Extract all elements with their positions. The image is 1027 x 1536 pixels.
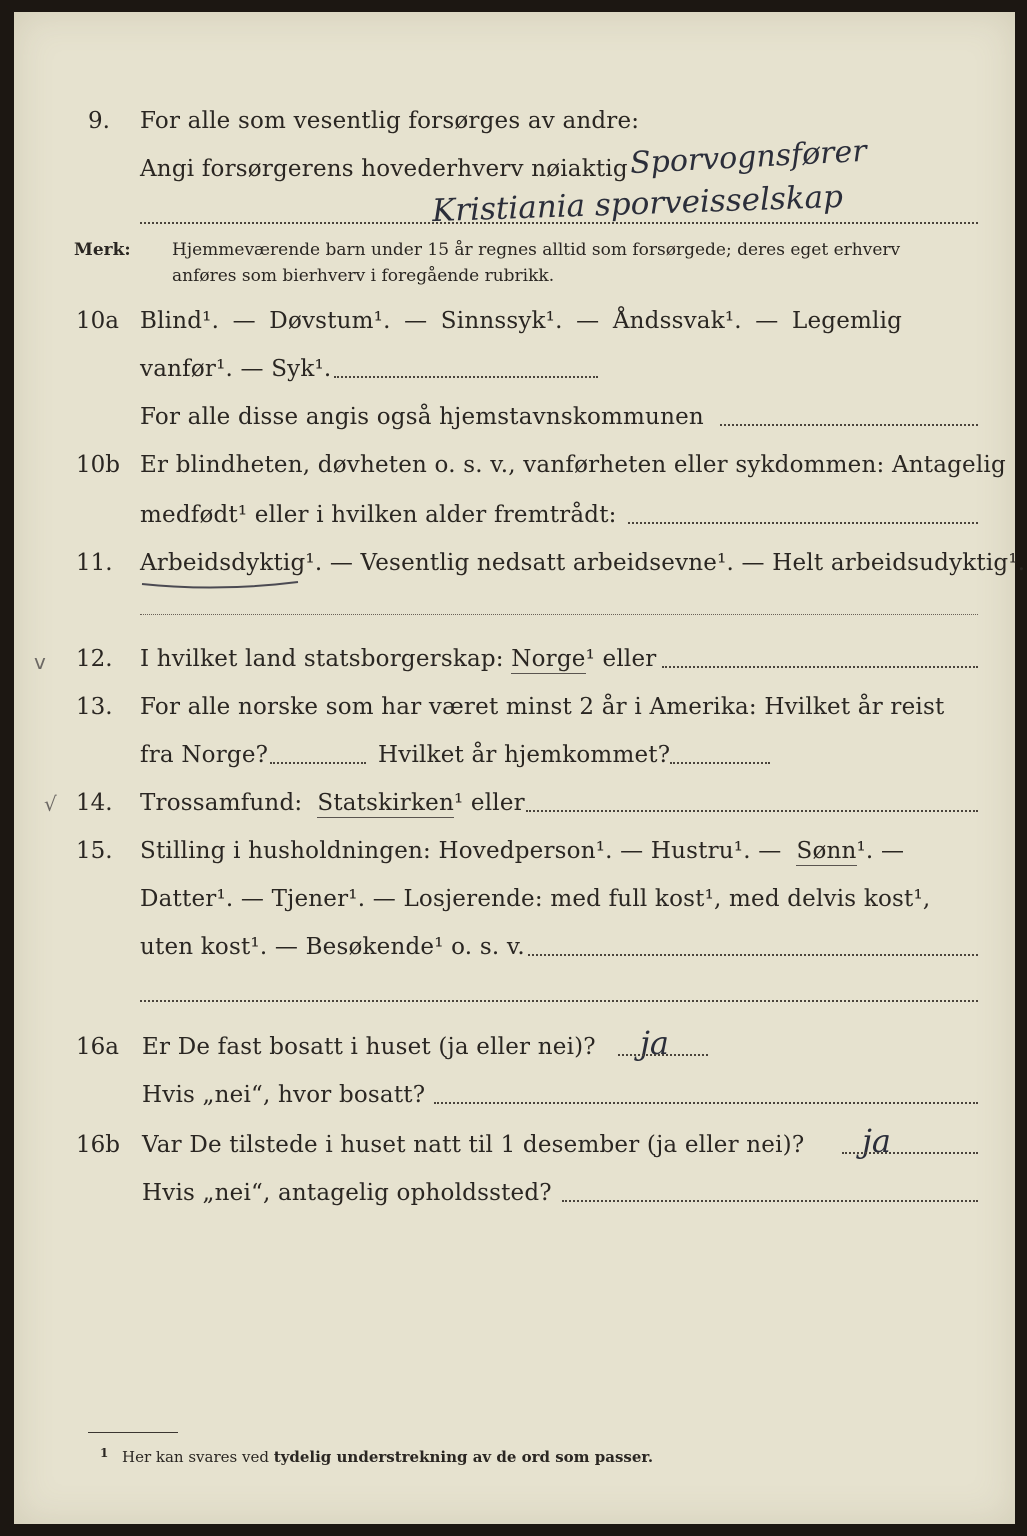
q15-line3: uten kost¹. — Besøkende¹ o. s. v. [140,934,525,960]
q10a-line2: vanfør¹. — Syk¹. [140,356,332,382]
q9-line1: For alle som vesentlig forsørges av andre: [140,108,640,134]
q16b-number: 16b [76,1132,120,1158]
q15-line1c: ¹. — [856,838,905,864]
q10a-hjemstavn-line [720,424,978,426]
q14-prefix: Trossamfund: [140,790,303,816]
footnote-text-bold: tydelig understrekning av de ord som passer. [273,1448,654,1466]
q11-underline-mark [138,574,308,594]
q16b-answer-line [842,1152,978,1154]
q11-option-arbeidsdyktig: Arbeidsdyktig¹. [140,550,323,576]
q14-check-mark: √ [44,792,57,816]
q9-handwritten-employer: Kristiania sporveisselskap [431,178,844,230]
q15-number: 15. [76,838,113,864]
q15-answer-line-2 [140,1000,978,1002]
q10b-number: 10b [76,452,120,478]
merk-label: Merk: [74,240,131,260]
footnote-separator [88,1432,178,1433]
q16a-number: 16a [76,1034,119,1060]
q16a-line2: Hvis „nei“, hvor bosatt? [142,1082,426,1108]
q10a-line1: Blind¹. — Døvstum¹. — Sinnssyk¹. — Åndssvak¹. — Legemlig [140,308,903,334]
footnote-text-plain: Her kan svares ved [122,1448,269,1466]
q10b-line1: Er blindheten, døvheten o. s. v., vanførheten eller sykdommen: Antagelig [140,452,1006,478]
q16a-handwritten-answer: ja [640,1024,669,1062]
q15-line2: Datter¹. — Tjener¹. — Losjerende: med full kost¹, med delvis kost¹, [140,886,931,912]
q12-answer-line [662,666,978,668]
q10a-syk-line [334,376,598,378]
q15-option-sonn: Sønn [796,838,857,864]
footnote-text [122,1448,653,1466]
footnote-mark: 1 [100,1446,109,1460]
q10b-line2: medfødt¹ eller i hvilken alder fremtrådt: [140,502,617,528]
q15-line1a: Stilling i husholdningen: Hovedperson¹. — Hustru¹. — [140,838,782,864]
q14-answer-line [526,810,978,812]
q13-line1: For alle norske som har været minst 2 år i Amerika: Hvilket år reist [140,694,945,720]
q16a-bosatt-line [434,1102,978,1104]
q13-number: 13. [76,694,113,720]
q10b-answer-line [628,522,978,524]
q13-line2b: Hvilket år hjemkommet? [378,742,671,768]
q14-line [140,790,525,816]
q9-handwritten-occupation: Sporvognsfører [629,133,868,182]
q14-suffix: ¹ eller [453,790,525,816]
q16a-line1: Er De fast bosatt i huset (ja eller nei)? [142,1034,596,1060]
q9-number: 9. [88,108,110,134]
q15-answer-line-1 [528,954,978,956]
q10a-number: 10a [76,308,119,334]
q12-check-mark: v [34,650,46,674]
q11-line [140,550,1025,576]
q16b-opholdssted-line [562,1200,978,1202]
q9-line2: Angi forsørgerens hovederhverv nøiaktig [140,156,628,182]
q16b-handwritten-answer: ja [862,1122,891,1160]
q11-rest: — Vesentlig nedsatt arbeidsevne¹. — Helt arbeidsudyktig¹. [322,550,1026,576]
q15-line1 [140,838,904,864]
q13-reist-line [270,762,366,764]
q16a-answer-line [618,1054,708,1056]
q13-line2a: fra Norge? [140,742,269,768]
census-form-page [14,12,1015,1524]
q12-prefix: I hvilket land statsborgerskap: [140,646,504,672]
q12-number: 12. [76,646,113,672]
q14-option-statskirken: Statskirken [317,790,454,816]
q11-answer-line [140,614,978,615]
merk-line2: anføres som bierhverv i foregående rubrikk. [172,266,555,286]
q12-suffix: ¹ eller [585,646,657,672]
q12-option-norge: Norge [511,646,586,672]
q16b-line1: Var De tilstede i huset natt til 1 desember (ja eller nei)? [142,1132,805,1158]
q14-number: 14. [76,790,113,816]
q11-number: 11. [76,550,113,576]
q13-hjemkommet-line [670,762,770,764]
merk-line1: Hjemmeværende barn under 15 år regnes alltid som forsørgede; deres eget erhverv [172,240,901,260]
q10a-line3: For alle disse angis også hjemstavnskommunen [140,404,704,430]
q12-line [140,646,656,672]
q16b-line2: Hvis „nei“, antagelig opholdssted? [142,1180,552,1206]
